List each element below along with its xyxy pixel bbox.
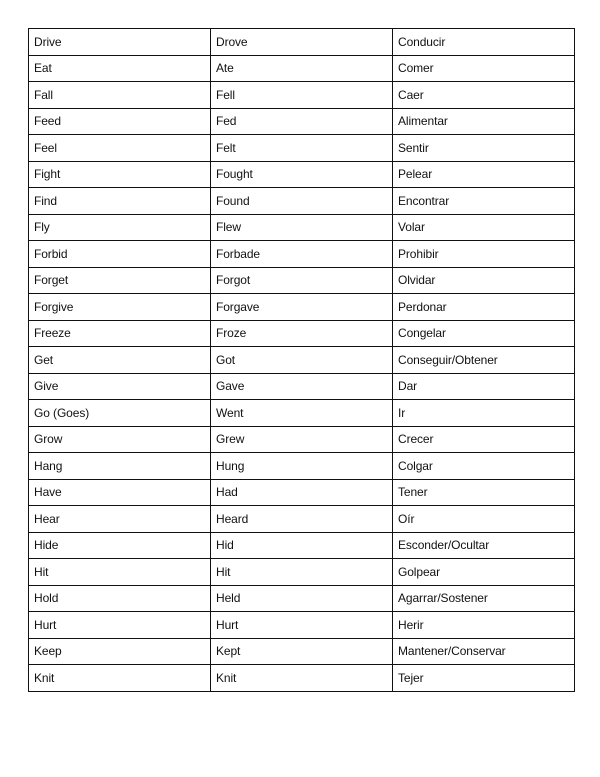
base-form-cell: Feel — [29, 135, 211, 162]
base-form-cell: Give — [29, 373, 211, 400]
spanish-translation-cell: Golpear — [393, 559, 575, 586]
past-form-cell: Hid — [211, 532, 393, 559]
past-form-cell: Felt — [211, 135, 393, 162]
base-form-cell: Hide — [29, 532, 211, 559]
spanish-translation-cell: Dar — [393, 373, 575, 400]
table-row — [29, 532, 575, 559]
past-form-cell: Went — [211, 400, 393, 427]
base-form-cell: Go (Goes) — [29, 400, 211, 427]
spanish-translation-cell: Pelear — [393, 161, 575, 188]
past-form-cell: Forgot — [211, 267, 393, 294]
spanish-translation-cell: Perdonar — [393, 294, 575, 321]
past-form-cell: Hurt — [211, 612, 393, 639]
past-form-cell: Fought — [211, 161, 393, 188]
base-form-cell: Freeze — [29, 320, 211, 347]
table-row — [29, 347, 575, 374]
spanish-translation-cell: Congelar — [393, 320, 575, 347]
table-row — [29, 665, 575, 692]
table-row — [29, 267, 575, 294]
spanish-translation-cell: Mantener/Conservar — [393, 638, 575, 665]
spanish-translation-cell: Sentir — [393, 135, 575, 162]
table-body — [29, 29, 575, 692]
table-row — [29, 638, 575, 665]
table-row — [29, 108, 575, 135]
past-form-cell: Got — [211, 347, 393, 374]
spanish-translation-cell: Volar — [393, 214, 575, 241]
table-row — [29, 373, 575, 400]
base-form-cell: Knit — [29, 665, 211, 692]
base-form-cell: Feed — [29, 108, 211, 135]
past-form-cell: Forbade — [211, 241, 393, 268]
past-form-cell: Heard — [211, 506, 393, 533]
spanish-translation-cell: Esconder/Ocultar — [393, 532, 575, 559]
base-form-cell: Find — [29, 188, 211, 215]
table-row — [29, 506, 575, 533]
table-row — [29, 161, 575, 188]
spanish-translation-cell: Alimentar — [393, 108, 575, 135]
table-row — [29, 241, 575, 268]
base-form-cell: Fly — [29, 214, 211, 241]
table-row — [29, 479, 575, 506]
spanish-translation-cell: Caer — [393, 82, 575, 109]
table-row — [29, 135, 575, 162]
base-form-cell: Grow — [29, 426, 211, 453]
table-row — [29, 82, 575, 109]
table-row — [29, 400, 575, 427]
past-form-cell: Hit — [211, 559, 393, 586]
table-row — [29, 29, 575, 56]
spanish-translation-cell: Conducir — [393, 29, 575, 56]
base-form-cell: Eat — [29, 55, 211, 82]
base-form-cell: Get — [29, 347, 211, 374]
base-form-cell: Hit — [29, 559, 211, 586]
spanish-translation-cell: Herir — [393, 612, 575, 639]
past-form-cell: Drove — [211, 29, 393, 56]
table-row — [29, 55, 575, 82]
past-form-cell: Froze — [211, 320, 393, 347]
table-row — [29, 612, 575, 639]
irregular-verbs-table — [28, 28, 575, 692]
spanish-translation-cell: Conseguir/Obtener — [393, 347, 575, 374]
spanish-translation-cell: Oír — [393, 506, 575, 533]
spanish-translation-cell: Crecer — [393, 426, 575, 453]
spanish-translation-cell: Agarrar/Sostener — [393, 585, 575, 612]
base-form-cell: Hold — [29, 585, 211, 612]
base-form-cell: Hurt — [29, 612, 211, 639]
past-form-cell: Fell — [211, 82, 393, 109]
past-form-cell: Found — [211, 188, 393, 215]
table-row — [29, 294, 575, 321]
past-form-cell: Held — [211, 585, 393, 612]
past-form-cell: Fed — [211, 108, 393, 135]
past-form-cell: Forgave — [211, 294, 393, 321]
base-form-cell: Have — [29, 479, 211, 506]
spanish-translation-cell: Comer — [393, 55, 575, 82]
past-form-cell: Grew — [211, 426, 393, 453]
table-row — [29, 320, 575, 347]
spanish-translation-cell: Tener — [393, 479, 575, 506]
base-form-cell: Hang — [29, 453, 211, 480]
past-form-cell: Had — [211, 479, 393, 506]
base-form-cell: Forgive — [29, 294, 211, 321]
table-row — [29, 214, 575, 241]
past-form-cell: Kept — [211, 638, 393, 665]
spanish-translation-cell: Colgar — [393, 453, 575, 480]
base-form-cell: Drive — [29, 29, 211, 56]
base-form-cell: Fight — [29, 161, 211, 188]
past-form-cell: Ate — [211, 55, 393, 82]
spanish-translation-cell: Olvidar — [393, 267, 575, 294]
past-form-cell: Knit — [211, 665, 393, 692]
past-form-cell: Flew — [211, 214, 393, 241]
spanish-translation-cell: Ir — [393, 400, 575, 427]
spanish-translation-cell: Prohibir — [393, 241, 575, 268]
base-form-cell: Keep — [29, 638, 211, 665]
table-row — [29, 559, 575, 586]
table-row — [29, 585, 575, 612]
base-form-cell: Fall — [29, 82, 211, 109]
past-form-cell: Gave — [211, 373, 393, 400]
base-form-cell: Hear — [29, 506, 211, 533]
past-form-cell: Hung — [211, 453, 393, 480]
table-row — [29, 188, 575, 215]
spanish-translation-cell: Encontrar — [393, 188, 575, 215]
base-form-cell: Forget — [29, 267, 211, 294]
table-row — [29, 453, 575, 480]
spanish-translation-cell: Tejer — [393, 665, 575, 692]
table-row — [29, 426, 575, 453]
base-form-cell: Forbid — [29, 241, 211, 268]
